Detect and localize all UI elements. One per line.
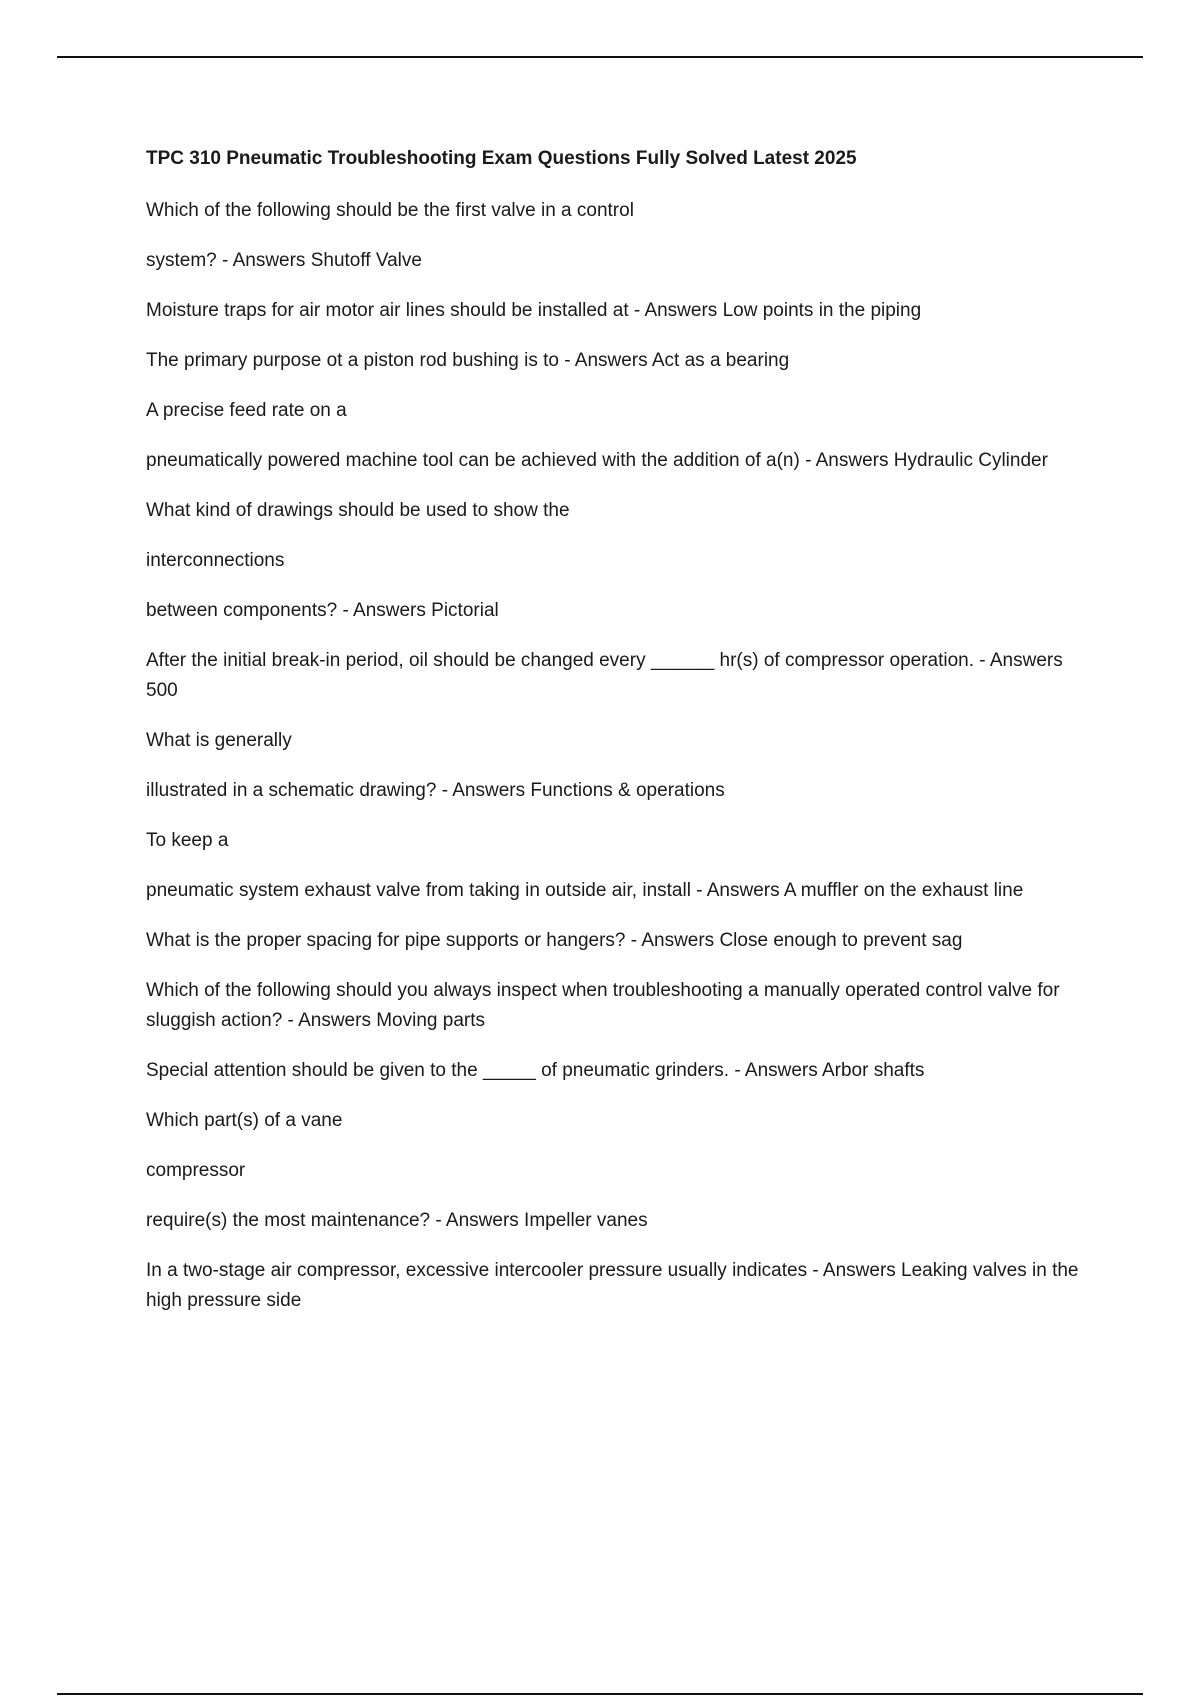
- text-line: system? - Answers Shutoff Valve: [146, 250, 422, 271]
- text-line: In a two-stage air compressor, excessive intercooler pressure usually indicates - Answers Leaking valves in the high pressure side: [146, 1260, 1079, 1311]
- text-line: pneumatically powered machine tool can be achieved with the addition of a(n) - Answers Hydraulic Cylinder: [146, 450, 1048, 471]
- text-line: Moisture traps for air motor air lines should be installed at - Answers Low points in the piping: [146, 300, 922, 321]
- text-line: Special attention should be given to the _____ of pneumatic grinders. - Answers Arbor shafts: [146, 1060, 925, 1081]
- text-line: interconnections: [146, 550, 285, 571]
- text-line: illustrated in a schematic drawing? - Answers Functions & operations: [146, 780, 725, 801]
- text-line: between components? - Answers Pictorial: [146, 600, 499, 621]
- text-line: Which of the following should be the first valve in a control: [146, 200, 634, 221]
- text-line: The primary purpose ot a piston rod bushing is to - Answers Act as a bearing: [146, 350, 790, 371]
- text-line: What is the proper spacing for pipe supports or hangers? - Answers Close enough to prevent sag: [146, 930, 963, 951]
- top-rule: [57, 56, 1143, 58]
- text-line: A precise feed rate on a: [146, 400, 347, 421]
- text-line: require(s) the most maintenance? - Answers Impeller vanes: [146, 1210, 648, 1231]
- text-line: After the initial break-in period, oil should be changed every ______ hr(s) of compressor operation. - Answers 500: [146, 650, 1063, 701]
- text-line: To keep a: [146, 830, 229, 851]
- text-line: What kind of drawings should be used to show the: [146, 500, 570, 521]
- document-title: TPC 310 Pneumatic Troubleshooting Exam Questions Fully Solved Latest 2025: [146, 148, 857, 169]
- text-line: Which of the following should you always inspect when troubleshooting a manually operated control valve for sluggish action? - Answers Moving parts: [146, 980, 1060, 1031]
- text-line: Which part(s) of a vane: [146, 1110, 343, 1131]
- bottom-rule: [57, 1693, 1143, 1695]
- text-line: What is generally: [146, 730, 292, 751]
- document-body: [146, 146, 1086, 1336]
- text-line: compressor: [146, 1160, 246, 1181]
- text-line: pneumatic system exhaust valve from taking in outside air, install - Answers A muffler on the exhaust line: [146, 880, 1024, 901]
